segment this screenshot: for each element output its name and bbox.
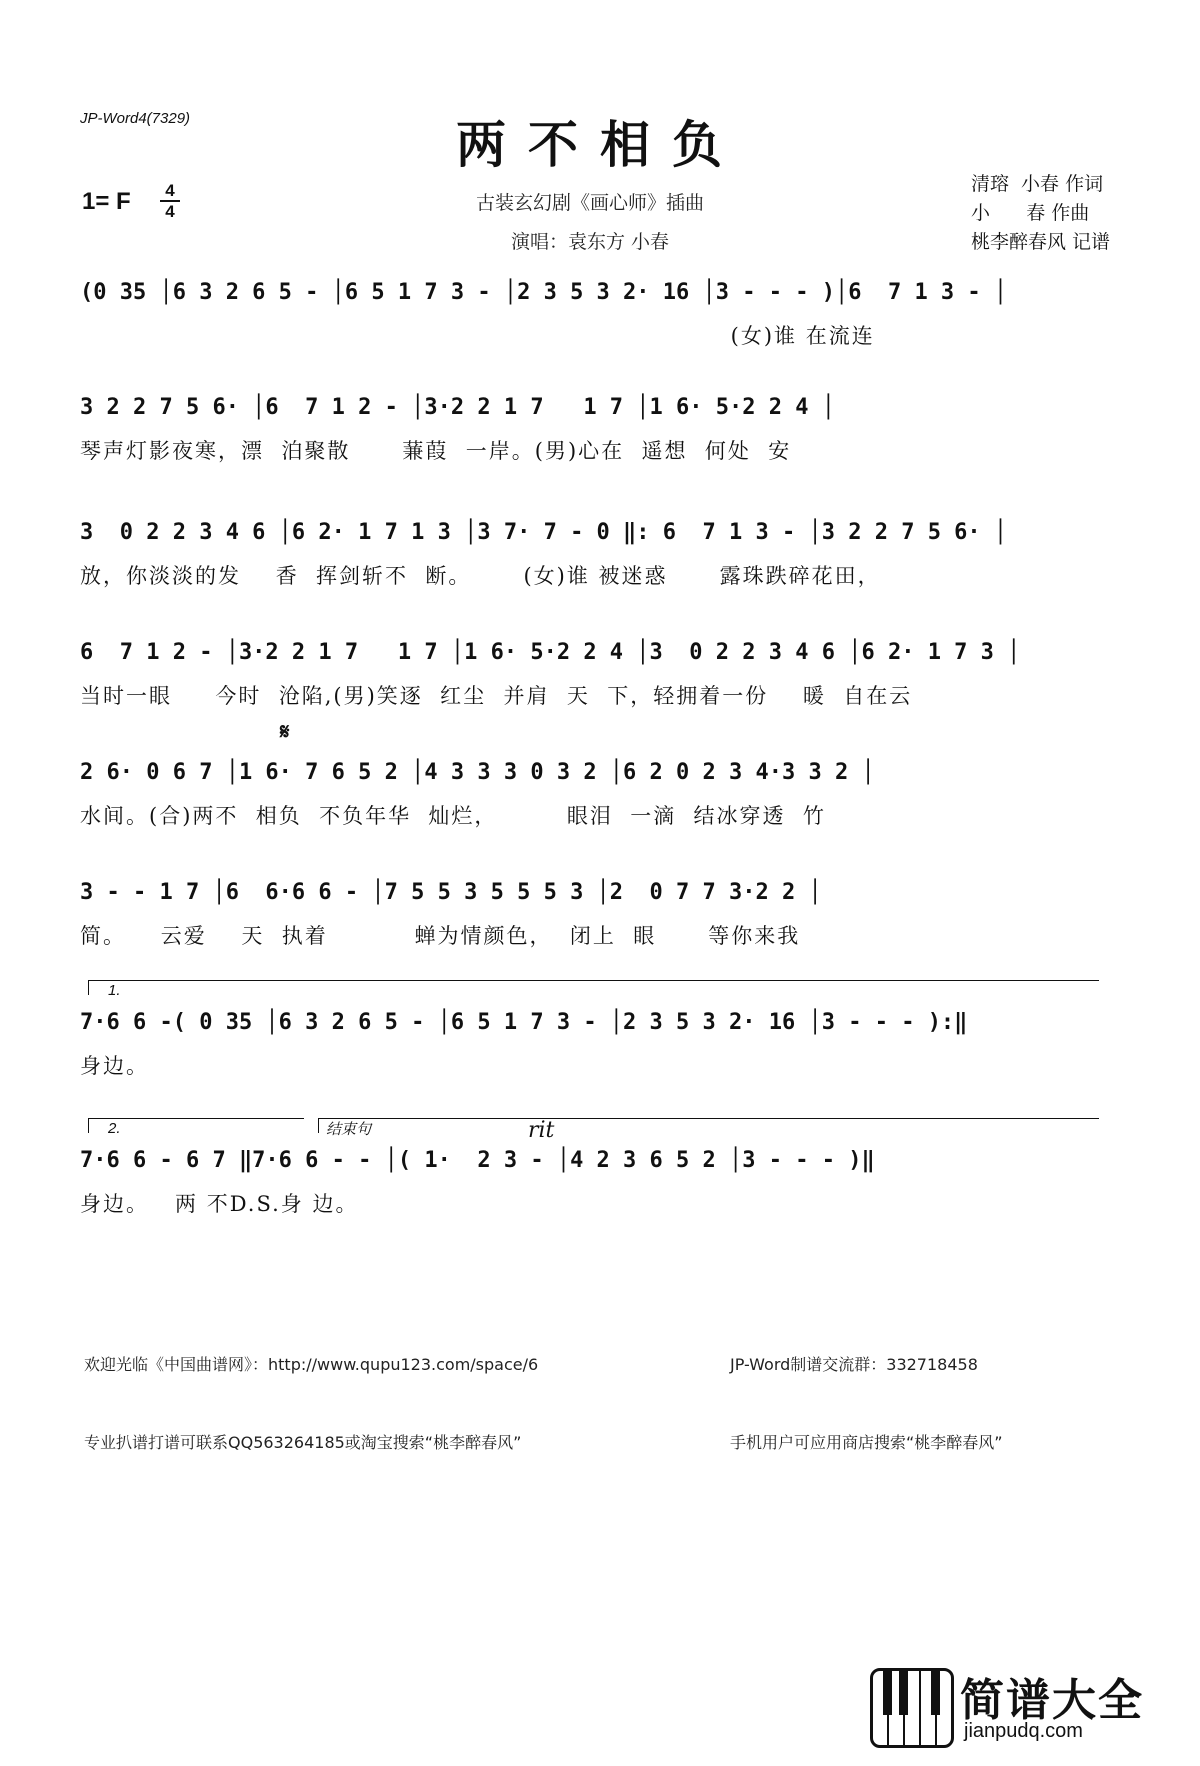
rit-marking: rit: [528, 1118, 555, 1143]
coda-label: 结束句: [326, 1121, 372, 1138]
lyrics-line: 当时一眼 今时 沧陷,(男)笑逐 红尘 并肩 天 下，轻拥着一份 暖 自在云: [80, 684, 913, 708]
footer-site: 欢迎光临《中国曲谱网》：http://www.qupu123.com/space/6: [84, 1355, 539, 1374]
ending-1-bracket: [88, 980, 1099, 995]
footer-mobile: 手机用户可应用商店搜索“桃李醉春风”: [730, 1433, 1003, 1452]
notes-line: (0 35 │6 3 2 6 5 - │6 5 1 7 3 - │2 3 5 3 2· 16 │3 - - - )│6 7 1 3 - │: [80, 280, 1008, 305]
lyrics-line: 身边。: [80, 1054, 149, 1078]
notes-line: 3 2 2 7 5 6· │6 7 1 2 - │3·2 2 1 7 1 7 │1 6· 5·2 2 4 │: [80, 395, 835, 420]
notes-line: 3 0 2 2 3 4 6 │6 2· 1 7 1 3 │3 7· 7 - 0 ‖: 6 7 1 3 - │3 2 2 7 5 6· │: [80, 520, 1008, 545]
lyrics-line: (女)谁 在流连: [80, 324, 875, 348]
time-signature: [160, 182, 180, 220]
footer-group: JP-Word制谱交流群：332718458: [730, 1355, 978, 1374]
singer: 演唱：袁东方 小春: [510, 231, 670, 253]
lyrics-line: 琴声灯影夜寒，漂 泊聚散 蒹葭 一岸。(男)心在 遥想 何处 安: [80, 439, 792, 463]
notes-line: 2 6· 0 6 7 │1 6· 7 6 5 2 │4 3 3 3 0 3 2 │6 2 0 2 3 4·3 3 2 │: [80, 760, 875, 785]
coda-bracket: [318, 1118, 1099, 1133]
lyrics-line: 放，你淡淡的发 香 挥剑斩不 断。 (女)谁 被迷惑 露珠跌碎花田，: [80, 564, 881, 588]
ending-2-label: 2.: [108, 1120, 121, 1137]
logo-url: jianpudq.com: [964, 1720, 1083, 1742]
software-version: JP-Word4(7329): [80, 110, 191, 127]
lyrics-line: 身边。 两 不D.S.身 边。: [80, 1192, 359, 1216]
ending-1-label: 1.: [108, 982, 121, 999]
notes-line: 6 7 1 2 - │3·2 2 1 7 1 7 │1 6· 5·2 2 4 │3 0 2 2 3 4 6 │6 2· 1 7 3 │: [80, 640, 1021, 665]
credit-lyricist: 清瑢 小春 作词: [970, 173, 1104, 195]
credit-transcriber: 桃李醉春风 记谱: [970, 231, 1110, 253]
site-logo: [870, 1662, 1170, 1752]
notes-line: 7·6 6 -( 0 35 │6 3 2 6 5 - │6 5 1 7 3 - │2 3 5 3 2· 16 │3 - - - ):‖: [80, 1010, 968, 1035]
song-title: 两不相负: [456, 115, 744, 174]
credits: [971, 170, 1110, 257]
time-signature-bottom: 4: [165, 202, 175, 221]
segno-sign: 𝄋: [280, 720, 290, 745]
piano-keys-icon: [870, 1668, 954, 1748]
logo-text: 简谱大全: [960, 1675, 1144, 1726]
key-signature: 1= F: [82, 188, 131, 215]
credit-composer: 小 春 作曲: [970, 202, 1090, 224]
time-signature-top: 4: [165, 181, 175, 200]
footer-contact: 专业扒谱打谱可联系QQ563264185或淘宝搜索“桃李醉春风”: [84, 1433, 522, 1452]
notes-line: 3 - - 1 7 │6 6·6 6 - │7 5 5 3 5 5 5 3 │2 0 7 7 3·2 2 │: [80, 880, 822, 905]
footer-right: [730, 1300, 1003, 1482]
lyrics-line: 水间。(合)两不 相负 不负年华 灿烂， 眼泪 一滴 结冰穿透 竹: [80, 804, 826, 828]
lyrics-line: 简。 云爱 天 执着 蝉为情颜色， 闭上 眼 等你来我: [80, 924, 801, 948]
footer-left: [84, 1300, 538, 1482]
subtitle: 古装玄幻剧《画心师》插曲: [475, 192, 704, 214]
notes-line: 7·6 6 - 6 7 ‖7·6 6 - - │( 1· 2 3 - │4 2 3 6 5 2 │3 - - - )‖: [80, 1148, 875, 1173]
